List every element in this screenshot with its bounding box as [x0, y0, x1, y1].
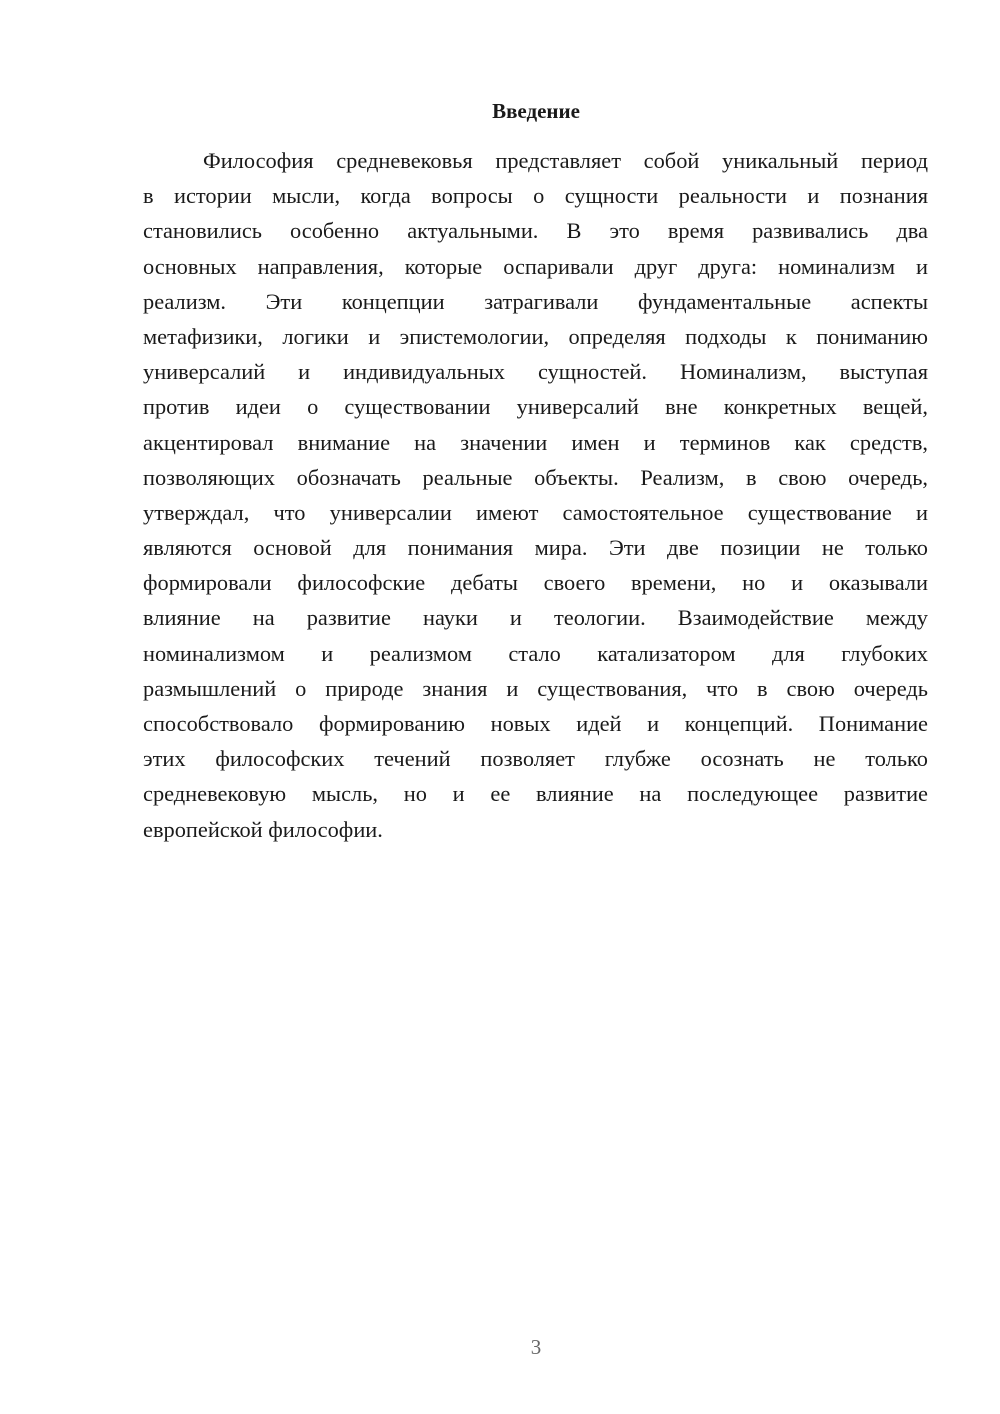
- paragraph-line: позволяющих обозначать реальные объекты. Реализм, в свою очередь,: [143, 464, 928, 490]
- paragraph-line: метафизики, логики и эпистемологии, определяя подходы к пониманию: [143, 323, 928, 349]
- paragraph-line: влияние на развитие науки и теологии. Взаимодействие между: [143, 605, 928, 631]
- paragraph-line: этих философских течений позволяет глубже осознать не только: [143, 746, 928, 772]
- paragraph-line: реализм. Эти концепции затрагивали фундаментальные аспекты: [143, 288, 928, 314]
- paragraph-line: акцентировал внимание на значении имен и терминов как средств,: [143, 429, 928, 455]
- paragraph-line: европейской философии.: [143, 816, 383, 842]
- paragraph-line: становились особенно актуальными. В это время развивались два: [143, 218, 928, 244]
- section-heading: Введение: [492, 99, 580, 123]
- paragraph-line: являются основой для понимания мира. Эти две позиции не только: [143, 535, 928, 561]
- paragraph-line: в истории мысли, когда вопросы о сущности реальности и познания: [143, 183, 928, 209]
- paragraph-line: против идеи о существовании универсалий вне конкретных вещей,: [143, 394, 928, 420]
- paragraph-line: Философия средневековья представляет собой уникальный период: [203, 148, 928, 173]
- paragraph-line: утверждал, что универсалии имеют самостоятельное существование и: [143, 499, 928, 525]
- paragraph-line: основных направления, которые оспаривали друг друга: номинализм и: [143, 253, 928, 279]
- page-number: 3: [530, 1335, 542, 1359]
- paragraph-line: универсалий и индивидуальных сущностей. Номинализм, выступая: [143, 359, 928, 385]
- paragraph-line: средневековую мысль, но и ее влияние на последующее развитие: [143, 781, 928, 807]
- paragraph-line: способствовало формированию новых идей и концепций. Понимание: [143, 711, 928, 736]
- paragraph-line: размышлений о природе знания и существования, что в свою очередь: [143, 675, 928, 701]
- paragraph-line: номинализмом и реализмом стало катализатором для глубоких: [143, 640, 928, 666]
- body-paragraph: [143, 143, 928, 847]
- paragraph-line: формировали философские дебаты своего времени, но и оказывали: [143, 570, 928, 596]
